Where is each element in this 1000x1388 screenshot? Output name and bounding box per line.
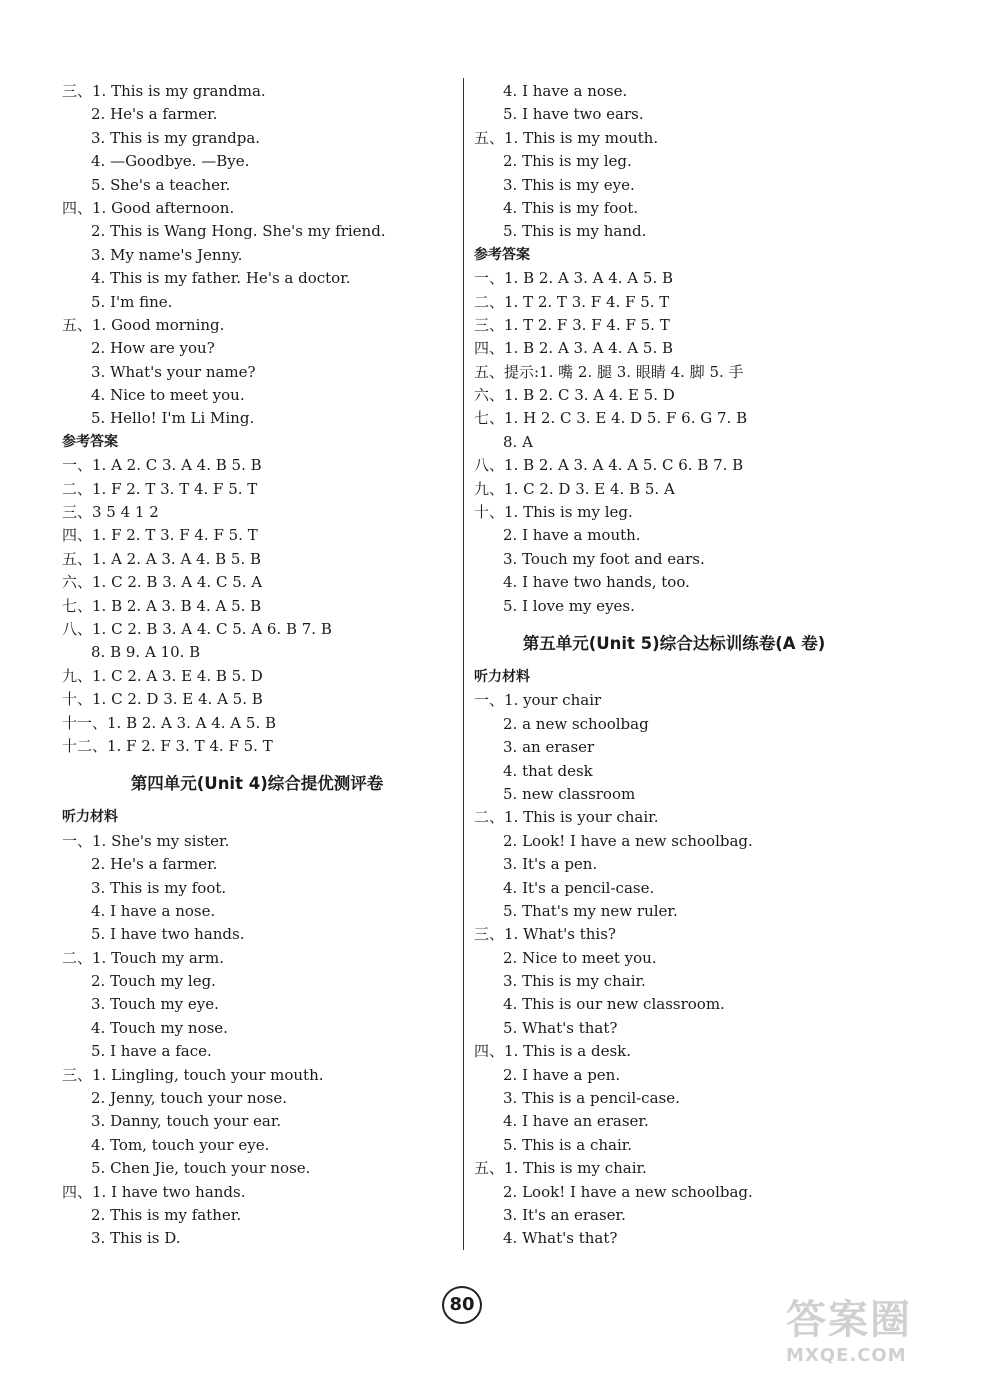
text-line: 3. Danny, touch your ear.: [91, 1112, 282, 1131]
text-line: 2. I have a pen.: [503, 1065, 621, 1084]
text-line: 2. I have a mouth.: [503, 526, 641, 545]
text-line: 2. Touch my leg.: [91, 972, 216, 991]
text-line: 四、1. This is a desk.: [474, 1042, 632, 1061]
text-line: 四、1. B 2. A 3. A 4. A 5. B: [474, 339, 674, 358]
text-line: 三、1. This is my grandma.: [62, 82, 266, 100]
text-line: 5. This is a chair.: [503, 1135, 633, 1154]
text-line: 二、1. F 2. T 3. T 4. F 5. T: [62, 479, 258, 498]
text-line: 2. This is my leg.: [503, 152, 632, 171]
section-title: 第四单元(Unit 4)综合提优测评卷: [130, 774, 384, 794]
text-line: 2. a new schoolbag: [503, 714, 649, 733]
text-line: 三、3 5 4 1 2: [62, 503, 159, 522]
text-line: 一、1. A 2. C 3. A 4. B 5. B: [62, 456, 262, 475]
text-line: 十二、1. F 2. F 3. T 4. F 5. T: [62, 736, 273, 755]
watermark-sub: MXQE.COM: [786, 1345, 907, 1366]
text-line: 2. Nice to meet you.: [503, 948, 657, 967]
text-line: 十、1. C 2. D 3. E 4. A 5. B: [62, 690, 263, 709]
text-line: 十一、1. B 2. A 3. A 4. A 5. B: [62, 713, 277, 732]
subsection-heading: 听力材料: [474, 668, 530, 685]
text-line: 七、1. B 2. A 3. B 4. A 5. B: [62, 596, 262, 615]
text-line: 5. She's a teacher.: [91, 175, 231, 194]
text-line: 2. This is Wang Hong. She's my friend.: [91, 222, 386, 241]
text-line: 2. He's a farmer.: [91, 855, 218, 874]
text-line: 4. What's that?: [503, 1229, 618, 1248]
text-line: 3. This is my foot.: [91, 878, 227, 897]
text-line: 八、1. C 2. B 3. A 4. C 5. A 6. B 7. B: [62, 619, 332, 638]
page-number: 80: [442, 1286, 482, 1324]
column-divider: [463, 78, 464, 1250]
text-line: 3. This is my chair.: [503, 972, 646, 991]
text-line: 三、1. T 2. F 3. F 4. F 5. T: [474, 315, 670, 334]
text-line: 5. Chen Jie, touch your nose.: [91, 1159, 311, 1178]
text-line: 4. I have a nose.: [503, 82, 628, 100]
watermark: [786, 1288, 986, 1372]
section-title: 第五单元(Unit 5)综合达标训练卷(A 卷): [522, 633, 826, 653]
text-line: 四、1. Good afternoon.: [62, 198, 235, 217]
text-line: 4. Tom, touch your eye.: [91, 1135, 270, 1154]
text-line: 4. I have an eraser.: [503, 1112, 649, 1131]
text-line: 2. This is my father.: [91, 1205, 242, 1224]
text-line: 五、1. This is my mouth.: [474, 128, 659, 147]
text-line: 2. Look! I have a new schoolbag.: [503, 1182, 753, 1201]
text-line: 2. He's a farmer.: [91, 105, 218, 124]
text-line: 2. Look! I have a new schoolbag.: [503, 831, 753, 850]
text-line: 二、1. T 2. T 3. F 4. F 5. T: [474, 292, 670, 311]
text-line: 4. I have a nose.: [91, 901, 216, 920]
text-line: 四、1. I have two hands.: [62, 1182, 246, 1201]
text-line: 十、1. This is my leg.: [474, 503, 633, 522]
text-line: 二、1. This is your chair.: [474, 808, 659, 827]
text-line: 六、1. C 2. B 3. A 4. C 5. A: [62, 573, 263, 592]
text-line: 一、1. your chair: [474, 691, 602, 710]
text-line: 4. It's a pencil-case.: [503, 878, 655, 897]
text-line: 3. This is a pencil-case.: [503, 1089, 680, 1108]
text-line: 三、1. Lingling, touch your mouth.: [62, 1065, 324, 1084]
text-line: 5. What's that?: [503, 1018, 618, 1037]
text-line: 九、1. C 2. A 3. E 4. B 5. D: [62, 666, 263, 685]
text-line: 5. I have two ears.: [503, 105, 644, 124]
text-line: 4. Nice to meet you.: [91, 386, 245, 405]
subsection-heading: 听力材料: [62, 809, 118, 826]
text-line: 4. This is our new classroom.: [503, 995, 725, 1014]
text-line: 六、1. B 2. C 3. A 4. E 5. D: [474, 386, 675, 405]
page-footer: [420, 1280, 500, 1340]
text-line: 4. —Goodbye. —Bye.: [91, 152, 250, 171]
text-line: 5. new classroom: [503, 784, 636, 803]
text-line: 4. that desk: [503, 761, 593, 780]
text-line: 3. It's a pen.: [503, 855, 598, 874]
text-line: 七、1. H 2. C 3. E 4. D 5. F 6. G 7. B: [474, 409, 748, 428]
text-line: 8. B 9. A 10. B: [91, 643, 201, 662]
text-line: 五、1. This is my chair.: [474, 1159, 647, 1178]
text-line: 五、1. Good morning.: [62, 315, 225, 334]
text-line: 3. It's an eraser.: [503, 1205, 626, 1224]
text-line: 五、1. A 2. A 3. A 4. B 5. B: [62, 549, 262, 568]
text-line: 3. Touch my foot and ears.: [503, 549, 705, 568]
text-line: 8. A: [503, 432, 533, 451]
text-line: 一、1. B 2. A 3. A 4. A 5. B: [474, 269, 674, 288]
text-line: 五、提示:1. 嘴 2. 腿 3. 眼睛 4. 脚 5. 手: [474, 362, 744, 381]
text-line: 5. I have two hands.: [91, 925, 245, 944]
subsection-heading: 参考答案: [62, 433, 118, 450]
text-line: 四、1. F 2. T 3. F 4. F 5. T: [62, 526, 258, 545]
text-line: 2. How are you?: [91, 339, 215, 358]
left-column: [62, 80, 452, 1251]
right-column: [474, 80, 874, 1251]
text-line: 5. That's my new ruler.: [503, 901, 678, 920]
text-line: 4. This is my foot.: [503, 198, 639, 217]
text-line: 二、1. Touch my arm.: [62, 948, 225, 967]
text-line: 4. Touch my nose.: [91, 1018, 228, 1037]
text-line: 3. This is D.: [91, 1229, 181, 1248]
text-line: 三、1. What's this?: [474, 925, 616, 944]
text-line: 3. Touch my eye.: [91, 995, 219, 1014]
text-line: 4. This is my father. He's a doctor.: [91, 269, 351, 288]
text-line: 3. My name's Jenny.: [91, 245, 243, 264]
text-line: 一、1. She's my sister.: [62, 831, 230, 850]
text-line: 5. I have a face.: [91, 1042, 212, 1061]
watermark-main: 答案圈: [786, 1297, 912, 1343]
text-line: 3. This is my grandpa.: [91, 128, 261, 147]
text-line: 3. an eraser: [503, 738, 595, 757]
text-line: 5. This is my hand.: [503, 222, 647, 241]
subsection-heading: 参考答案: [474, 246, 530, 263]
text-line: 5. I'm fine.: [91, 292, 173, 311]
text-line: 3. This is my eye.: [503, 175, 635, 194]
text-line: 九、1. C 2. D 3. E 4. B 5. A: [474, 479, 675, 498]
text-line: 4. I have two hands, too.: [503, 573, 690, 592]
text-line: 3. What's your name?: [91, 362, 256, 381]
text-line: 5. Hello! I'm Li Ming.: [91, 409, 255, 428]
text-line: 八、1. B 2. A 3. A 4. A 5. C 6. B 7. B: [474, 456, 744, 475]
text-line: 2. Jenny, touch your nose.: [91, 1089, 287, 1108]
text-line: 5. I love my eyes.: [503, 596, 635, 615]
